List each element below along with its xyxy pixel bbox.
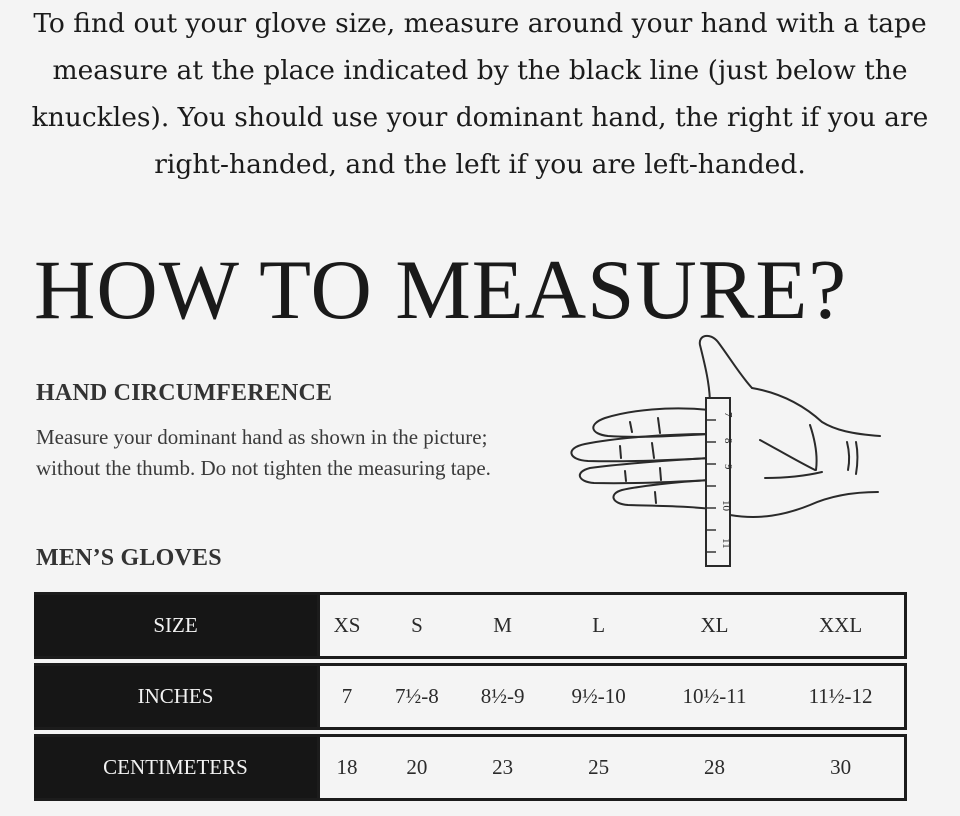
hand-with-measuring-tape-icon [560,330,900,570]
table-cell: 7 [319,665,375,729]
table-row [34,665,906,729]
page-title: HOW TO MEASURE? [34,243,848,337]
table-cell: 30 [777,736,905,800]
table-cell: L [546,594,652,658]
mens-gloves-title: MEN’S GLOVES [36,545,222,571]
tape-mark-9: 9 [722,464,734,470]
row-header-size: SIZE [34,594,319,658]
table-cell: XXL [777,594,905,658]
table-cell: 20 [374,736,460,800]
table-cell: 8½-9 [460,665,546,729]
table-cell: M [460,594,546,658]
hand-circumference-title: HAND CIRCUMFERENCE [36,380,333,406]
table-cell: S [374,594,460,658]
table-cell: 18 [319,736,375,800]
table-cell: 7½-8 [374,665,460,729]
size-chart-table [34,592,907,801]
table-cell: XL [652,594,777,658]
tape-mark-10: 10 [720,500,732,511]
table-cell: 28 [652,736,777,800]
tape-mark-7: 7 [722,412,734,418]
table-cell: 10½-11 [652,665,777,729]
table-cell: 23 [460,736,546,800]
table-row [34,594,906,658]
row-header-centimeters: CENTIMETERS [34,736,319,800]
table-cell: 25 [546,736,652,800]
hand-circumference-text: Measure your dominant hand as shown in the picture; without the thumb. Do not tighten the measuring tape. [36,425,491,480]
table-cell: 11½-12 [777,665,905,729]
tape-mark-11: 11 [720,538,732,549]
table-row [34,736,906,800]
tape-mark-8: 8 [722,438,734,444]
intro-paragraph: To find out your glove size, measure around your hand with a tape measure at the place indicated by the black line (just below the knuckles). You should use your dominant hand, the right if you are right-handed, and the left if you are left-handed. [31,8,929,180]
row-header-inches: INCHES [34,665,319,729]
table-cell: 9½-10 [546,665,652,729]
table-cell: XS [319,594,375,658]
